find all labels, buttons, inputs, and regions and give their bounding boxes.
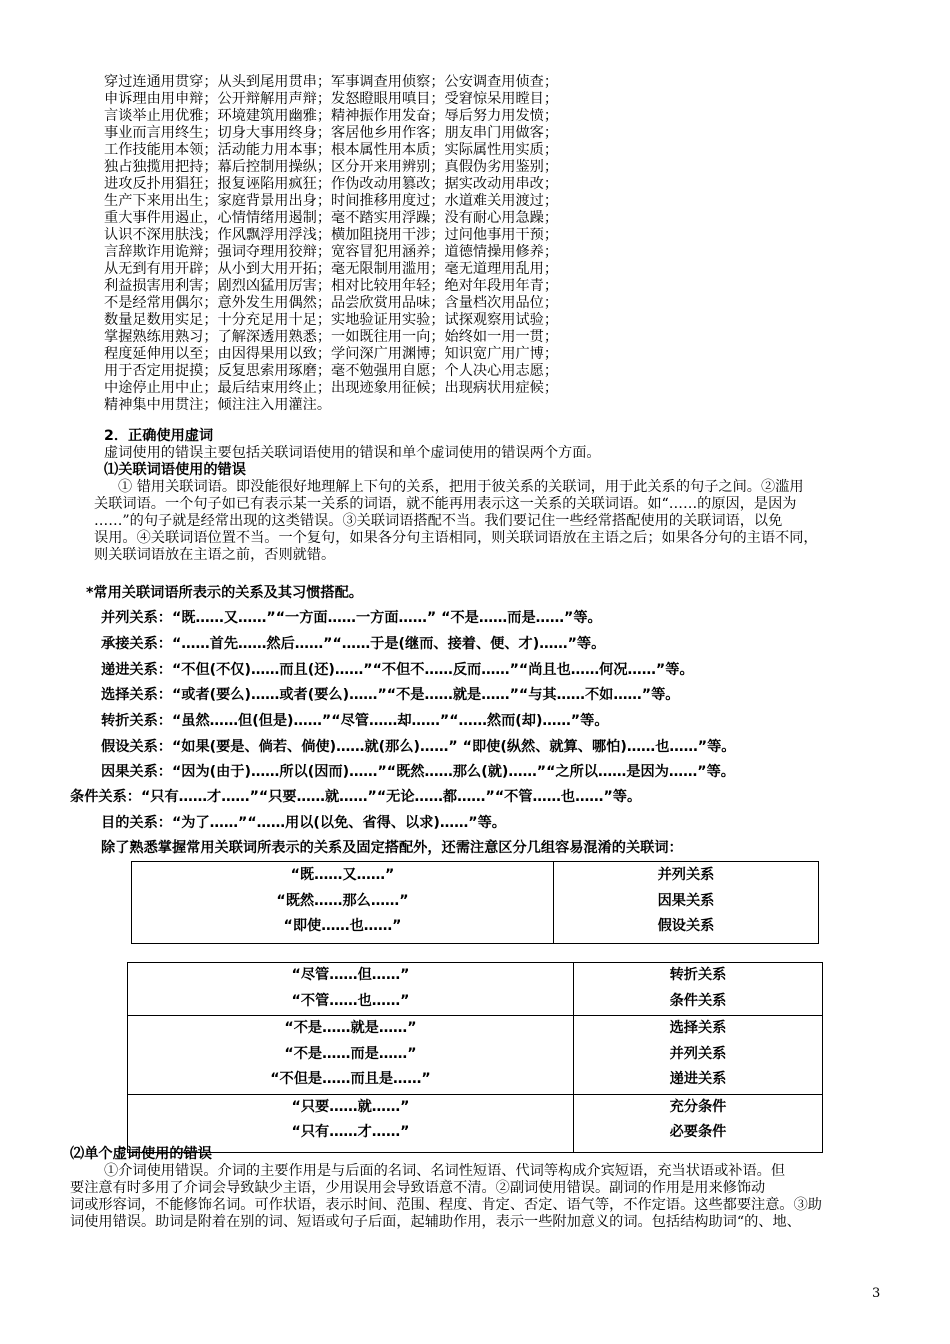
table-cell-text: “不是……而是……” <box>284 1045 417 1062</box>
paragraph-line: 词或形容词，不能修饰名词。可作状语，表示时间、范围、程度、肯定、否定、语气等，不作定语。这些都要注意。③助 <box>70 1197 822 1213</box>
section-heading: 2．正确使用虚词 <box>104 428 214 444</box>
word-pair-line: 言谈举止用优雅；环境建筑用幽雅；精神振作用发奋；辱后努力用发愤； <box>104 108 559 124</box>
table-cell-text: 并列关系 <box>669 1045 727 1062</box>
word-pair-line: 从无到有用开辟；从小到大用开拓；毫无限制用滥用；毫无道理用乱用； <box>104 261 559 277</box>
relation-table-1 <box>131 861 819 944</box>
word-pair-line: 事业而言用终生；切身大事用终身；客居他乡用作客；朋友串门用做客； <box>104 125 559 141</box>
table-cell-text: “既……又……” <box>290 867 395 883</box>
word-pair-line: 独占独揽用把持；幕后控制用操纵；区分开来用辨别；真假伪劣用鉴别； <box>104 159 559 175</box>
word-pair-line: 申诉理由用申辩；公开辩解用声辩；发怒瞪眼用嗔目；受窘惊呆用瞠目； <box>104 91 559 107</box>
word-pair-line: 用于否定用捉摸；反复思索用琢磨；毫不勉强用自愿；个人决心用志愿； <box>104 363 559 379</box>
table-cell <box>128 1016 574 1095</box>
page-number: 3 <box>872 1286 881 1301</box>
table-cell-text: “只要……就……” <box>291 1098 410 1115</box>
table-cell-text: 递进关系 <box>669 1071 727 1087</box>
table-cell-text: 转折关系 <box>669 967 727 983</box>
table-cell <box>128 963 574 1016</box>
relations-note: 除了熟悉掌握常用关联词所表示的关系及固定搭配外，还需注意区分几组容易混淆的关联词： <box>101 840 683 856</box>
subsection-heading: ⑵单个虚词使用的错误 <box>70 1146 212 1162</box>
word-pair-line: 生产下来用出生；家庭背景用出身；时间推移用度过；水道难关用渡过； <box>104 193 559 209</box>
relation-item: 承接关系：“……首先……然后……”“……于是(继而、接着、便、才)……”等。 <box>101 636 606 652</box>
table-cell-text: “只有……才……” <box>291 1124 410 1140</box>
relation-item: 条件关系：“只有……才……”“只要……就……”“无论……都……”“不管……也……”等。 <box>70 789 642 805</box>
section-intro: 虚词使用的错误主要包括关联词语使用的错误和单个虚词使用的错误两个方面。 <box>104 445 601 461</box>
word-pair-line: 精神集中用贯注；倾注注入用灌注。 <box>104 397 332 413</box>
table-cell-text: 因果关系 <box>657 892 715 909</box>
relations-heading: *常用关联词语所表示的关系及其习惯搭配。 <box>86 585 363 601</box>
relation-item: 假设关系：“如果(要是、倘若、倘使)……就(那么)……” “即使(纵然、就算、哪怕)……也……”等。 <box>101 739 736 755</box>
word-pair-line: 进攻反扑用猖狂；报复诬陷用疯狂；作伪改动用篡改；据实改动用串改； <box>104 176 559 192</box>
word-pair-line: 不是经常用偶尔；意外发生用偶然；品尝欣赏用品味；含量档次用品位； <box>104 295 559 311</box>
subsection-heading: ⑴关联词语使用的错误 <box>104 462 246 478</box>
word-pair-line: 工作技能用本领；活动能力用本事；根本属性用本质；实际属性用实质； <box>104 142 559 158</box>
table-cell-text: “既然……那么……” <box>276 892 409 909</box>
word-pair-line: 数量足数用实足；十分充足用十足；实地验证用实验；试探观察用试验； <box>104 312 559 328</box>
relation-item: 选择关系：“或者(要么)……或者(要么)……”“不是……就是……”“与其……不如……”等。 <box>101 687 680 703</box>
table-cell-text: 充分条件 <box>669 1098 727 1115</box>
word-pair-line: 利益损害用利害；剧烈凶猛用厉害；相对比较用年轻；绝对年段用年青； <box>104 278 559 294</box>
table-cell <box>554 862 819 944</box>
word-pair-line: 重大事件用遏止，心情情绪用遏制；毫不踏实用浮躁；没有耐心用急躁； <box>104 210 559 226</box>
relation-item: 因果关系：“因为(由于)……所以(因而)……”“既然……那么(就)……”“之所以……是因为……”等。 <box>101 764 735 780</box>
table-cell-text: “即使……也……” <box>283 918 402 934</box>
table-cell-text: “不是……就是……” <box>284 1020 417 1036</box>
table-cell-text: 并列关系 <box>657 867 715 883</box>
table-cell-text: “不管……也……” <box>291 992 410 1009</box>
table-cell <box>574 963 823 1016</box>
word-pair-line: 认识不深用肤浅；作风飘浮用浮浅；横加阻挠用干涉；过问他事用干预； <box>104 227 559 243</box>
table-cell-text: 假设关系 <box>657 918 715 934</box>
table-cell-text: 条件关系 <box>669 992 727 1009</box>
paragraph-line: ①介词使用错误。介词的主要作用是与后面的名词、名词性短语、代词等构成介宾短语，充当状语或补语。但 <box>104 1163 786 1179</box>
table-cell-text: 选择关系 <box>669 1020 727 1036</box>
relation-table-2 <box>127 962 823 1153</box>
paragraph-line: 词使用错误。助词是附着在别的词、短语或句子后面，起辅助作用，表示一些附加意义的词。包括结构助词“的、地、 <box>70 1214 801 1230</box>
relation-item: 转折关系：“虽然……但(但是)……”“尽管……却……”“……然而(却)……”等。 <box>101 713 609 729</box>
relation-item: 递进关系：“不但(不仅)……而且(还)……”“不但不……反而……”“尚且也……何况……”等。 <box>101 662 694 678</box>
word-pair-line: 掌握熟练用熟习；了解深透用熟悉；一如既往用一向；始终如一用一贯； <box>104 329 559 345</box>
table-cell-text: “尽管……但……” <box>291 967 410 983</box>
table-cell-text: “不但是……而且是……” <box>270 1071 431 1087</box>
paragraph-line: 误用。④关联词语位置不当。一个复句，如果各分句主语相同，则关联词语放在主语之后；如果各分句的主语不同， <box>94 530 818 546</box>
word-pair-line: 言辞欺诈用诡辩；强词夺理用狡辩；宽容冒犯用涵养；道德情操用修养； <box>104 244 559 260</box>
paragraph-line: ① 错用关联词语。即没能很好地理解上下句的关系，把用于彼关系的关联词，用于此关系的句子之间。②滥用 <box>118 479 804 495</box>
paragraph-line: 则关联词语放在主语之前，否则就错。 <box>94 547 336 563</box>
table-cell <box>574 1094 823 1152</box>
word-pair-line: 中途停止用中止；最后结束用终止；出现迹象用征候；出现病状用症候； <box>104 380 559 396</box>
table-cell-text: 必要条件 <box>669 1124 727 1140</box>
relation-item: 并列关系：“既……又……”“一方面……一方面……” “不是……而是……”等。 <box>101 610 602 626</box>
paragraph-line: 要注意有时多用了介词会导致缺少主语，少用误用会导致语意不清。②副词使用错误。副词的作用是用来修饰动 <box>70 1180 766 1196</box>
word-pair-line: 程度延伸用以至；由因得果用以致；学问深广用渊博；知识宽广用广博； <box>104 346 559 362</box>
paragraph-line: 关联词语。一个句子如已有表示某一关系的词语，就不能再用表示这一关系的关联词语。如“……的原因，是因为 <box>94 496 797 512</box>
relation-item: 目的关系：“为了……”“……用以(以免、省得、以求)……”等。 <box>101 815 506 831</box>
table-cell <box>128 1094 574 1152</box>
table-cell <box>132 862 554 944</box>
word-pair-line: 穿过连通用贯穿；从头到尾用贯串；军事调查用侦察；公安调查用侦查； <box>104 74 559 90</box>
paragraph-line: ……”的句子就是经常出现的这类错误。③关联词语搭配不当。我们要记住一些经常搭配使用的关联词语，以免 <box>94 513 783 529</box>
table-cell <box>574 1016 823 1095</box>
